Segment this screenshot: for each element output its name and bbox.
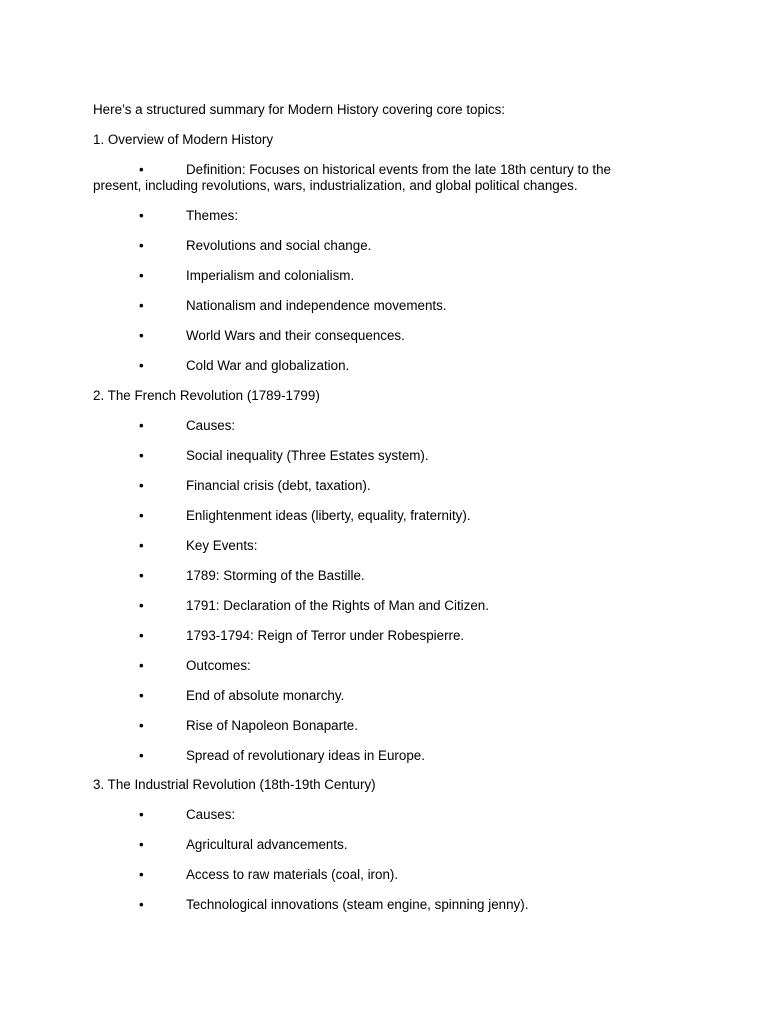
bullet-glyph: •	[139, 328, 144, 343]
bullet-glyph: •	[139, 628, 144, 643]
bullet-glyph: •	[139, 478, 144, 493]
list-item: World Wars and their consequences.	[186, 328, 405, 343]
list-item: Cold War and globalization.	[186, 358, 350, 373]
section-heading: 2. The French Revolution (1789-1799)	[93, 388, 320, 403]
list-item: Key Events:	[186, 538, 258, 553]
bullet-glyph: •	[139, 837, 144, 852]
intro-paragraph: Here’s a structured summary for Modern History covering core topics:	[93, 102, 506, 117]
bullet-glyph: •	[139, 598, 144, 613]
bullet-glyph: •	[139, 538, 144, 553]
bullet-glyph: •	[139, 162, 144, 177]
definition-text-line2: present, including revolutions, wars, industrialization, and global political changes.	[93, 178, 578, 193]
list-item: Social inequality (Three Estates system).	[186, 448, 429, 463]
list-item: Themes:	[186, 208, 239, 223]
bullet-glyph: •	[139, 568, 144, 583]
bullet-glyph: •	[139, 748, 144, 763]
bullet-glyph: •	[139, 897, 144, 912]
bullet-glyph: •	[139, 418, 144, 433]
bullet-glyph: •	[139, 238, 144, 253]
list-item: Rise of Napoleon Bonaparte.	[186, 718, 358, 733]
list-item: Access to raw materials (coal, iron).	[186, 867, 399, 882]
list-item: Outcomes:	[186, 658, 251, 673]
bullet-glyph: •	[139, 688, 144, 703]
list-item: Spread of revolutionary ideas in Europe.	[186, 748, 425, 763]
list-item: Technological innovations (steam engine, spinning jenny).	[186, 897, 529, 912]
list-item: Financial crisis (debt, taxation).	[186, 478, 371, 493]
bullet-glyph: •	[139, 268, 144, 283]
list-item: Nationalism and independence movements.	[186, 298, 447, 313]
list-item: Imperialism and colonialism.	[186, 268, 355, 283]
list-item: 1791: Declaration of the Rights of Man and Citizen.	[186, 598, 489, 613]
list-item: 1789: Storming of the Bastille.	[186, 568, 365, 583]
bullet-glyph: •	[139, 658, 144, 673]
bullet-glyph: •	[139, 508, 144, 523]
definition-text-line1: Definition: Focuses on historical events from the late 18th century to the	[186, 162, 612, 177]
list-item: End of absolute monarchy.	[186, 688, 345, 703]
list-item: Revolutions and social change.	[186, 238, 372, 253]
section-heading: 1. Overview of Modern History	[93, 132, 274, 147]
bullet-glyph: •	[139, 448, 144, 463]
bullet-glyph: •	[139, 718, 144, 733]
list-item: 1793-1794: Reign of Terror under Robespierre.	[186, 628, 465, 643]
bullet-glyph: •	[139, 867, 144, 882]
list-item: Causes:	[186, 418, 236, 433]
bullet-glyph: •	[139, 298, 144, 313]
section-heading: 3. The Industrial Revolution (18th-19th Century)	[93, 777, 376, 792]
bullet-glyph: •	[139, 208, 144, 223]
list-item: Causes:	[186, 807, 236, 822]
bullet-glyph: •	[139, 358, 144, 373]
bullet-glyph: •	[139, 807, 144, 822]
list-item: Agricultural advancements.	[186, 837, 348, 852]
list-item: Enlightenment ideas (liberty, equality, fraternity).	[186, 508, 471, 523]
